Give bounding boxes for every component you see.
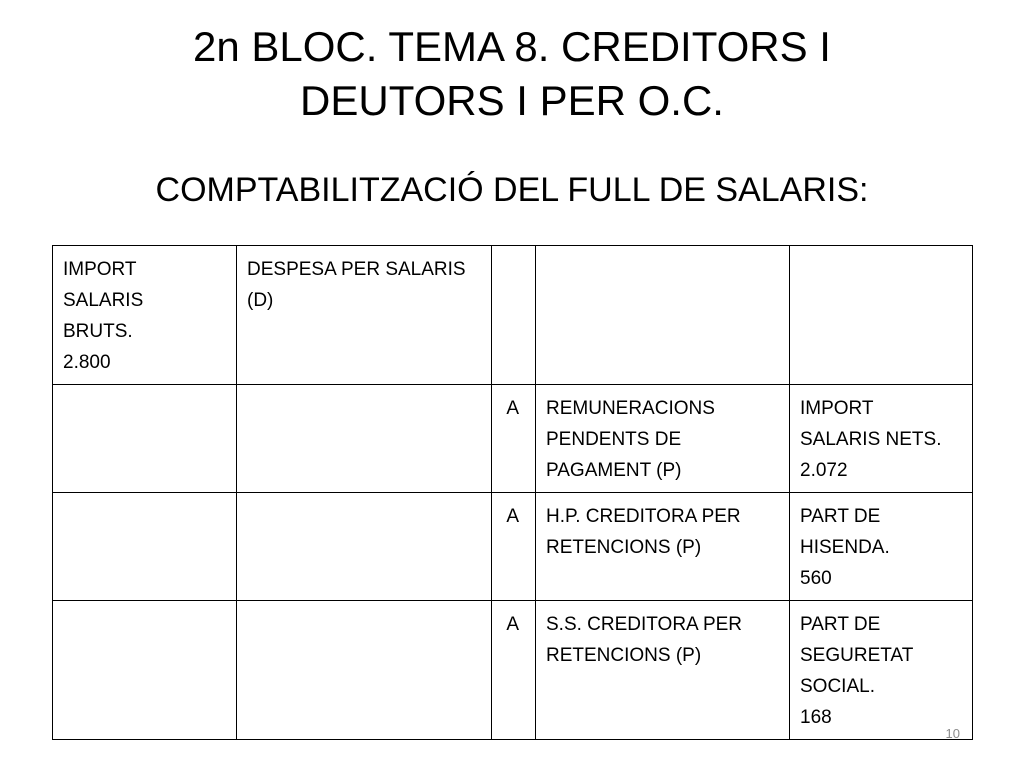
connector-cell: A xyxy=(492,385,536,493)
table-row xyxy=(53,385,973,493)
credit-account-cell: H.P. CREDITORA PER RETENCIONS (P) xyxy=(536,493,790,601)
connector-cell: A xyxy=(492,601,536,740)
debit-account-cell xyxy=(237,385,492,493)
credit-amount-cell: IMPORT SALARIS NETS. 2.072 xyxy=(790,385,973,493)
connector-cell xyxy=(492,246,536,385)
credit-account-cell: REMUNERACIONS PENDENTS DE PAGAMENT (P) xyxy=(536,385,790,493)
table-row xyxy=(53,246,973,385)
credit-account-cell: S.S. CREDITORA PER RETENCIONS (P) xyxy=(536,601,790,740)
journal-entry-table xyxy=(52,245,973,740)
connector-cell: A xyxy=(492,493,536,601)
page-number: 10 xyxy=(945,726,960,741)
slide-title xyxy=(40,20,984,128)
credit-amount-cell: PART DE SEGURETAT SOCIAL. 168 xyxy=(790,601,973,740)
debit-account-cell: DESPESA PER SALARIS (D) xyxy=(237,246,492,385)
debit-amount-cell xyxy=(53,385,237,493)
debit-amount-cell xyxy=(53,601,237,740)
credit-amount-cell xyxy=(790,246,973,385)
credit-account-cell xyxy=(536,246,790,385)
debit-account-cell xyxy=(237,493,492,601)
slide-subtitle: COMPTABILITZACIÓ DEL FULL DE SALARIS: xyxy=(155,171,869,209)
debit-amount-cell: IMPORT SALARIS BRUTS. 2.800 xyxy=(53,246,237,385)
table-row xyxy=(53,493,973,601)
credit-amount-cell: PART DE HISENDA. 560 xyxy=(790,493,973,601)
table-row xyxy=(53,601,973,740)
title-line-1: 2n BLOC. TEMA 8. CREDITORS I xyxy=(193,23,831,70)
title-line-2: DEUTORS I PER O.C. xyxy=(300,77,724,124)
debit-account-cell xyxy=(237,601,492,740)
debit-amount-cell xyxy=(53,493,237,601)
